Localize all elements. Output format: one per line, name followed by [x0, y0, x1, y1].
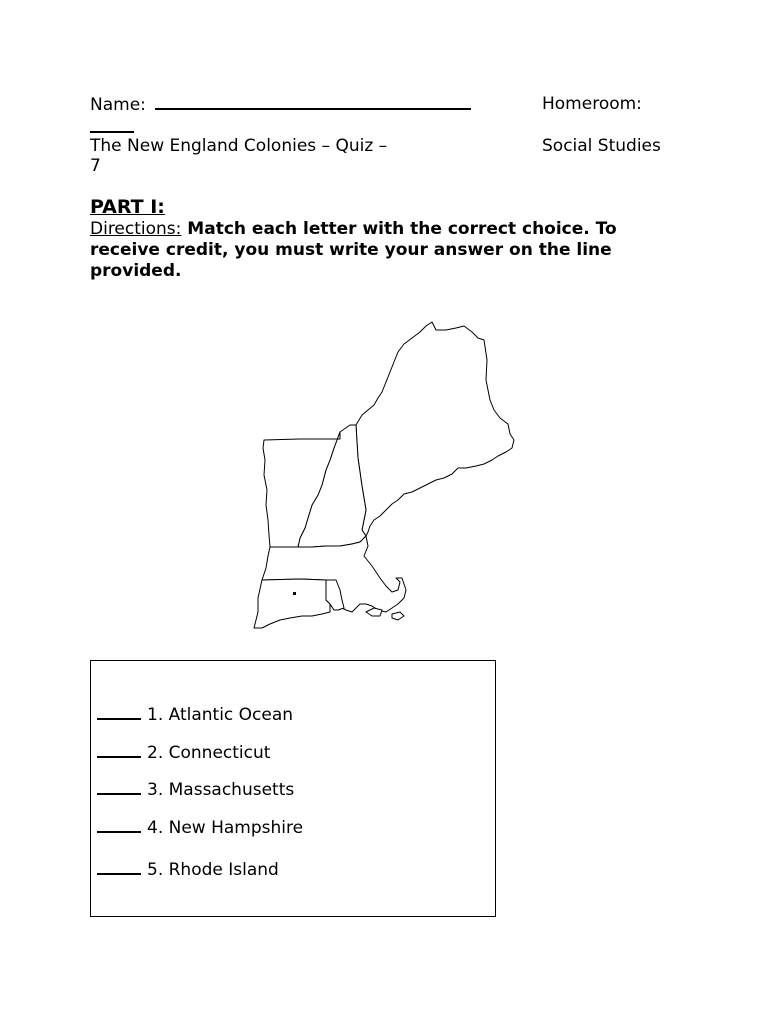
- choice-item-5: [97, 859, 279, 880]
- directions-label: Directions:: [90, 219, 182, 239]
- answer-blank-4[interactable]: [97, 817, 141, 833]
- quiz-title: The New England Colonies – Quiz – 7: [90, 136, 388, 176]
- nantucket-outline: [392, 612, 404, 620]
- homeroom-answer-line[interactable]: [90, 117, 134, 133]
- directions: [90, 219, 670, 282]
- answer-blank-5[interactable]: [97, 859, 141, 875]
- map-dot-marker: [293, 592, 296, 595]
- choice-label-4: 4. New Hampshire: [147, 818, 304, 838]
- homeroom-label: Homeroom:: [542, 94, 642, 114]
- maine-outline: [356, 322, 514, 536]
- part-title: PART I:: [90, 196, 165, 218]
- connecticut-outline: [254, 579, 330, 628]
- choice-label-5: 5. Rhode Island: [147, 860, 279, 880]
- subject-label: Social Studies: [542, 136, 661, 156]
- name-label: Name:: [90, 95, 146, 115]
- marthas-vineyard-outline: [366, 608, 382, 616]
- name-field-row: [90, 94, 471, 115]
- choice-label-3: 3. Massachusetts: [147, 780, 295, 800]
- new-england-map: [245, 315, 530, 635]
- answer-blank-3[interactable]: [97, 779, 141, 795]
- choice-label-2: 2. Connecticut: [147, 743, 271, 763]
- choice-item-4: [97, 817, 303, 838]
- directions-text: Match each letter with the correct choice. To receive credit, you must write your answer on the line provided.: [90, 219, 617, 281]
- choice-item-1: [97, 704, 293, 725]
- choice-item-3: [97, 779, 294, 800]
- answer-blank-1[interactable]: [97, 704, 141, 720]
- choice-item-2: [97, 742, 270, 763]
- answer-blank-2[interactable]: [97, 742, 141, 758]
- choice-label-1: 1. Atlantic Ocean: [147, 705, 294, 725]
- name-answer-line[interactable]: [155, 94, 471, 110]
